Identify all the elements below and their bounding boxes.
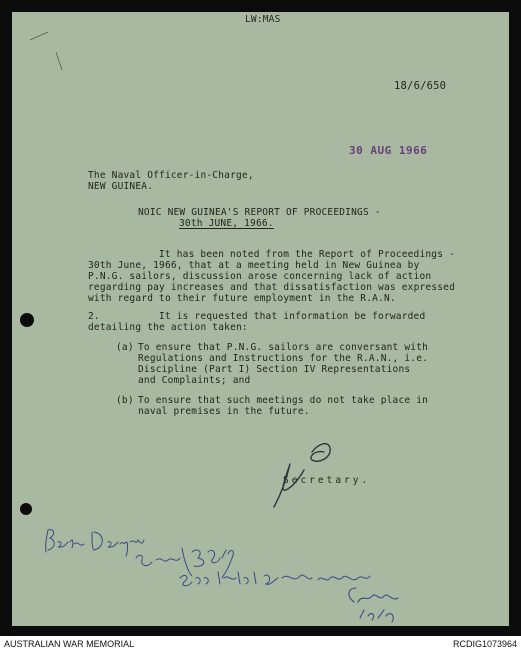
signature-scribble bbox=[274, 444, 330, 507]
archive-record-id: RCDIG1073964 bbox=[452, 639, 517, 649]
document-title-line-1: NOIC NEW GUINEA'S REPORT OF PROCEEDINGS - bbox=[138, 207, 381, 218]
paragraph-2-line-1: It is requested that information be forwarded bbox=[159, 311, 426, 322]
addressee-line-1: The Naval Officer-in-Charge, bbox=[88, 170, 254, 181]
paragraph-1-line-3: P.N.G. sailors, discussion arose concerning lack of action bbox=[88, 271, 432, 282]
handwriting-layer bbox=[12, 12, 509, 626]
item-a-line-4: and Complaints; and bbox=[138, 375, 251, 386]
handwritten-note-instruction bbox=[180, 572, 370, 586]
paragraph-2-number: 2. bbox=[88, 311, 100, 322]
date-stamp: 30 AUG 1966 bbox=[349, 144, 428, 157]
item-b-label: (b) bbox=[116, 395, 134, 406]
item-b-line-2: naval premises in the future. bbox=[138, 406, 310, 417]
item-a-line-1: To ensure that P.N.G. sailors are conversant with bbox=[138, 342, 429, 353]
archive-footer bbox=[0, 636, 521, 653]
item-a-label: (a) bbox=[116, 342, 134, 353]
paragraph-1-line-5: with regard to their future employment in the R.A.N. bbox=[88, 293, 396, 304]
item-a-line-2: Regulations and Instructions for the R.A.N., i.e. bbox=[138, 353, 429, 364]
document-title-line-2: 30th JUNE, 1966. bbox=[179, 218, 274, 229]
document-page bbox=[12, 12, 509, 626]
addressee-line-2: NEW GUINEA. bbox=[88, 181, 154, 192]
paragraph-2-line-2: detailing the action taken: bbox=[88, 322, 248, 333]
item-b-line-1: To ensure that such meetings do not take place in bbox=[138, 395, 429, 406]
item-a-line-3: Discipline (Part I) Section IV Representations bbox=[138, 364, 411, 375]
paragraph-1-line-1: It has been noted from the Report of Proceedings - bbox=[159, 249, 455, 260]
paragraph-1-line-4: regarding pay increases and that dissatisfaction was expressed bbox=[88, 282, 456, 293]
paragraph-1-line-2: 30th June, 1966, that at a meeting held in New Guinea by bbox=[88, 260, 420, 271]
punch-hole-upper bbox=[20, 313, 34, 327]
file-reference: 18/6/650 bbox=[394, 80, 447, 92]
punch-hole-lower bbox=[20, 503, 32, 515]
archive-name: AUSTRALIAN WAR MEMORIAL bbox=[4, 639, 135, 649]
pencil-marks bbox=[30, 32, 62, 70]
handwritten-initials bbox=[349, 588, 398, 622]
signature-title: Secretary. bbox=[283, 475, 371, 486]
reference-initials: LW:MAS bbox=[245, 14, 281, 25]
handwritten-note-before-despatch bbox=[46, 530, 144, 556]
